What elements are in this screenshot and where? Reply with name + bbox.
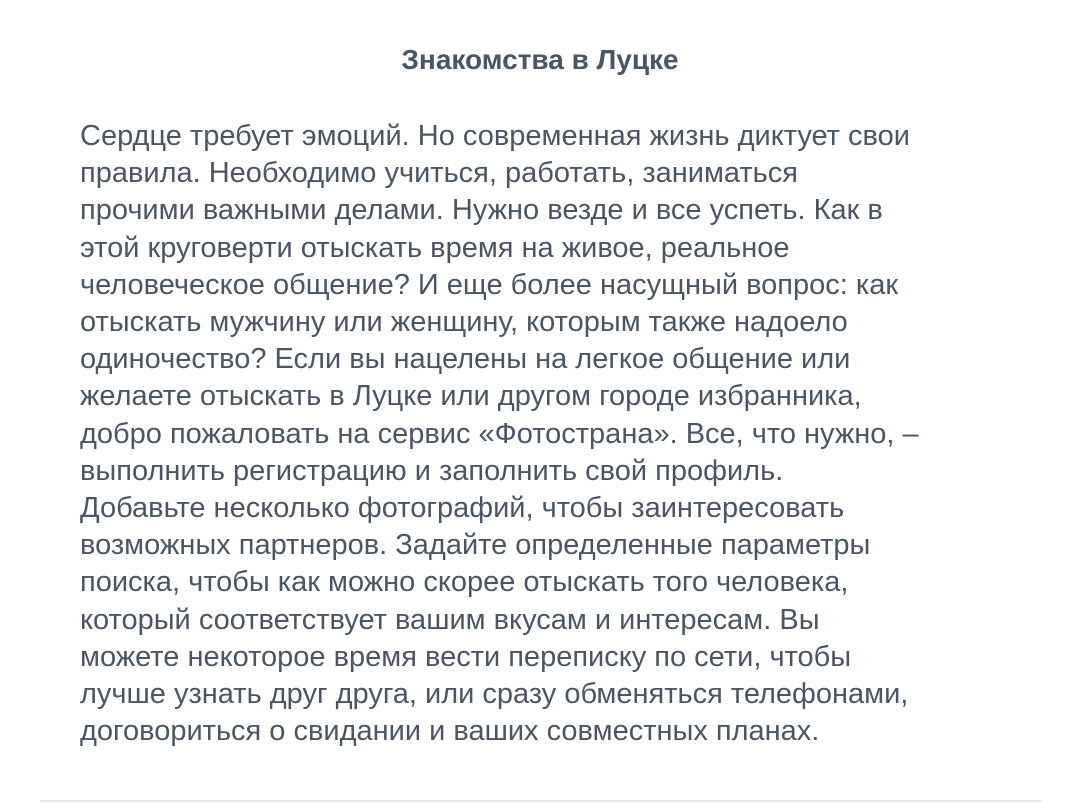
article-line: который соответствует вашим вкусам и интересам. Вы — [80, 603, 820, 636]
article-line: возможных партнеров. Задайте определенные параметры — [80, 529, 871, 562]
article-title: Знакомства в Луцке — [401, 44, 679, 75]
article-line: можете некоторое время вести переписку по сети, чтобы — [80, 640, 852, 673]
article-line: прочими важными делами. Нужно везде и все успеть. Как в — [80, 194, 883, 227]
article-line: добро пожаловать на сервис «Фотострана». Все, что нужно, – — [80, 417, 919, 450]
section-divider — [40, 800, 1042, 802]
article-line: отыскать мужчину или женщину, которым также надоело — [80, 306, 848, 339]
article-line: договориться о свидании и ваших совместных планах. — [80, 715, 820, 748]
article-line: Сердце требует эмоций. Но современная жизнь диктует свои — [80, 120, 910, 152]
article-line: одиночество? Если вы нацелены на легкое общение или — [80, 343, 851, 376]
article-body — [80, 118, 1010, 750]
article-line: правила. Необходимо учиться, работать, заниматься — [80, 157, 798, 190]
article-line: лучше узнать друг друга, или сразу обменяться телефонами, — [80, 678, 909, 711]
article-line: этой круговерти отыскать время на живое, реальное — [80, 231, 790, 264]
article-line: Добавьте несколько фотографий, чтобы заинтересовать — [80, 492, 845, 525]
article-line: человеческое общение? И еще более насущный вопрос: как — [80, 268, 899, 301]
article-line: желаете отыскать в Луцке или другом городе избранника, — [80, 380, 862, 413]
article-line: выполнить регистрацию и заполнить свой профиль. — [80, 454, 784, 487]
article-line: поиска, чтобы как можно скорее отыскать того человека, — [80, 566, 849, 599]
